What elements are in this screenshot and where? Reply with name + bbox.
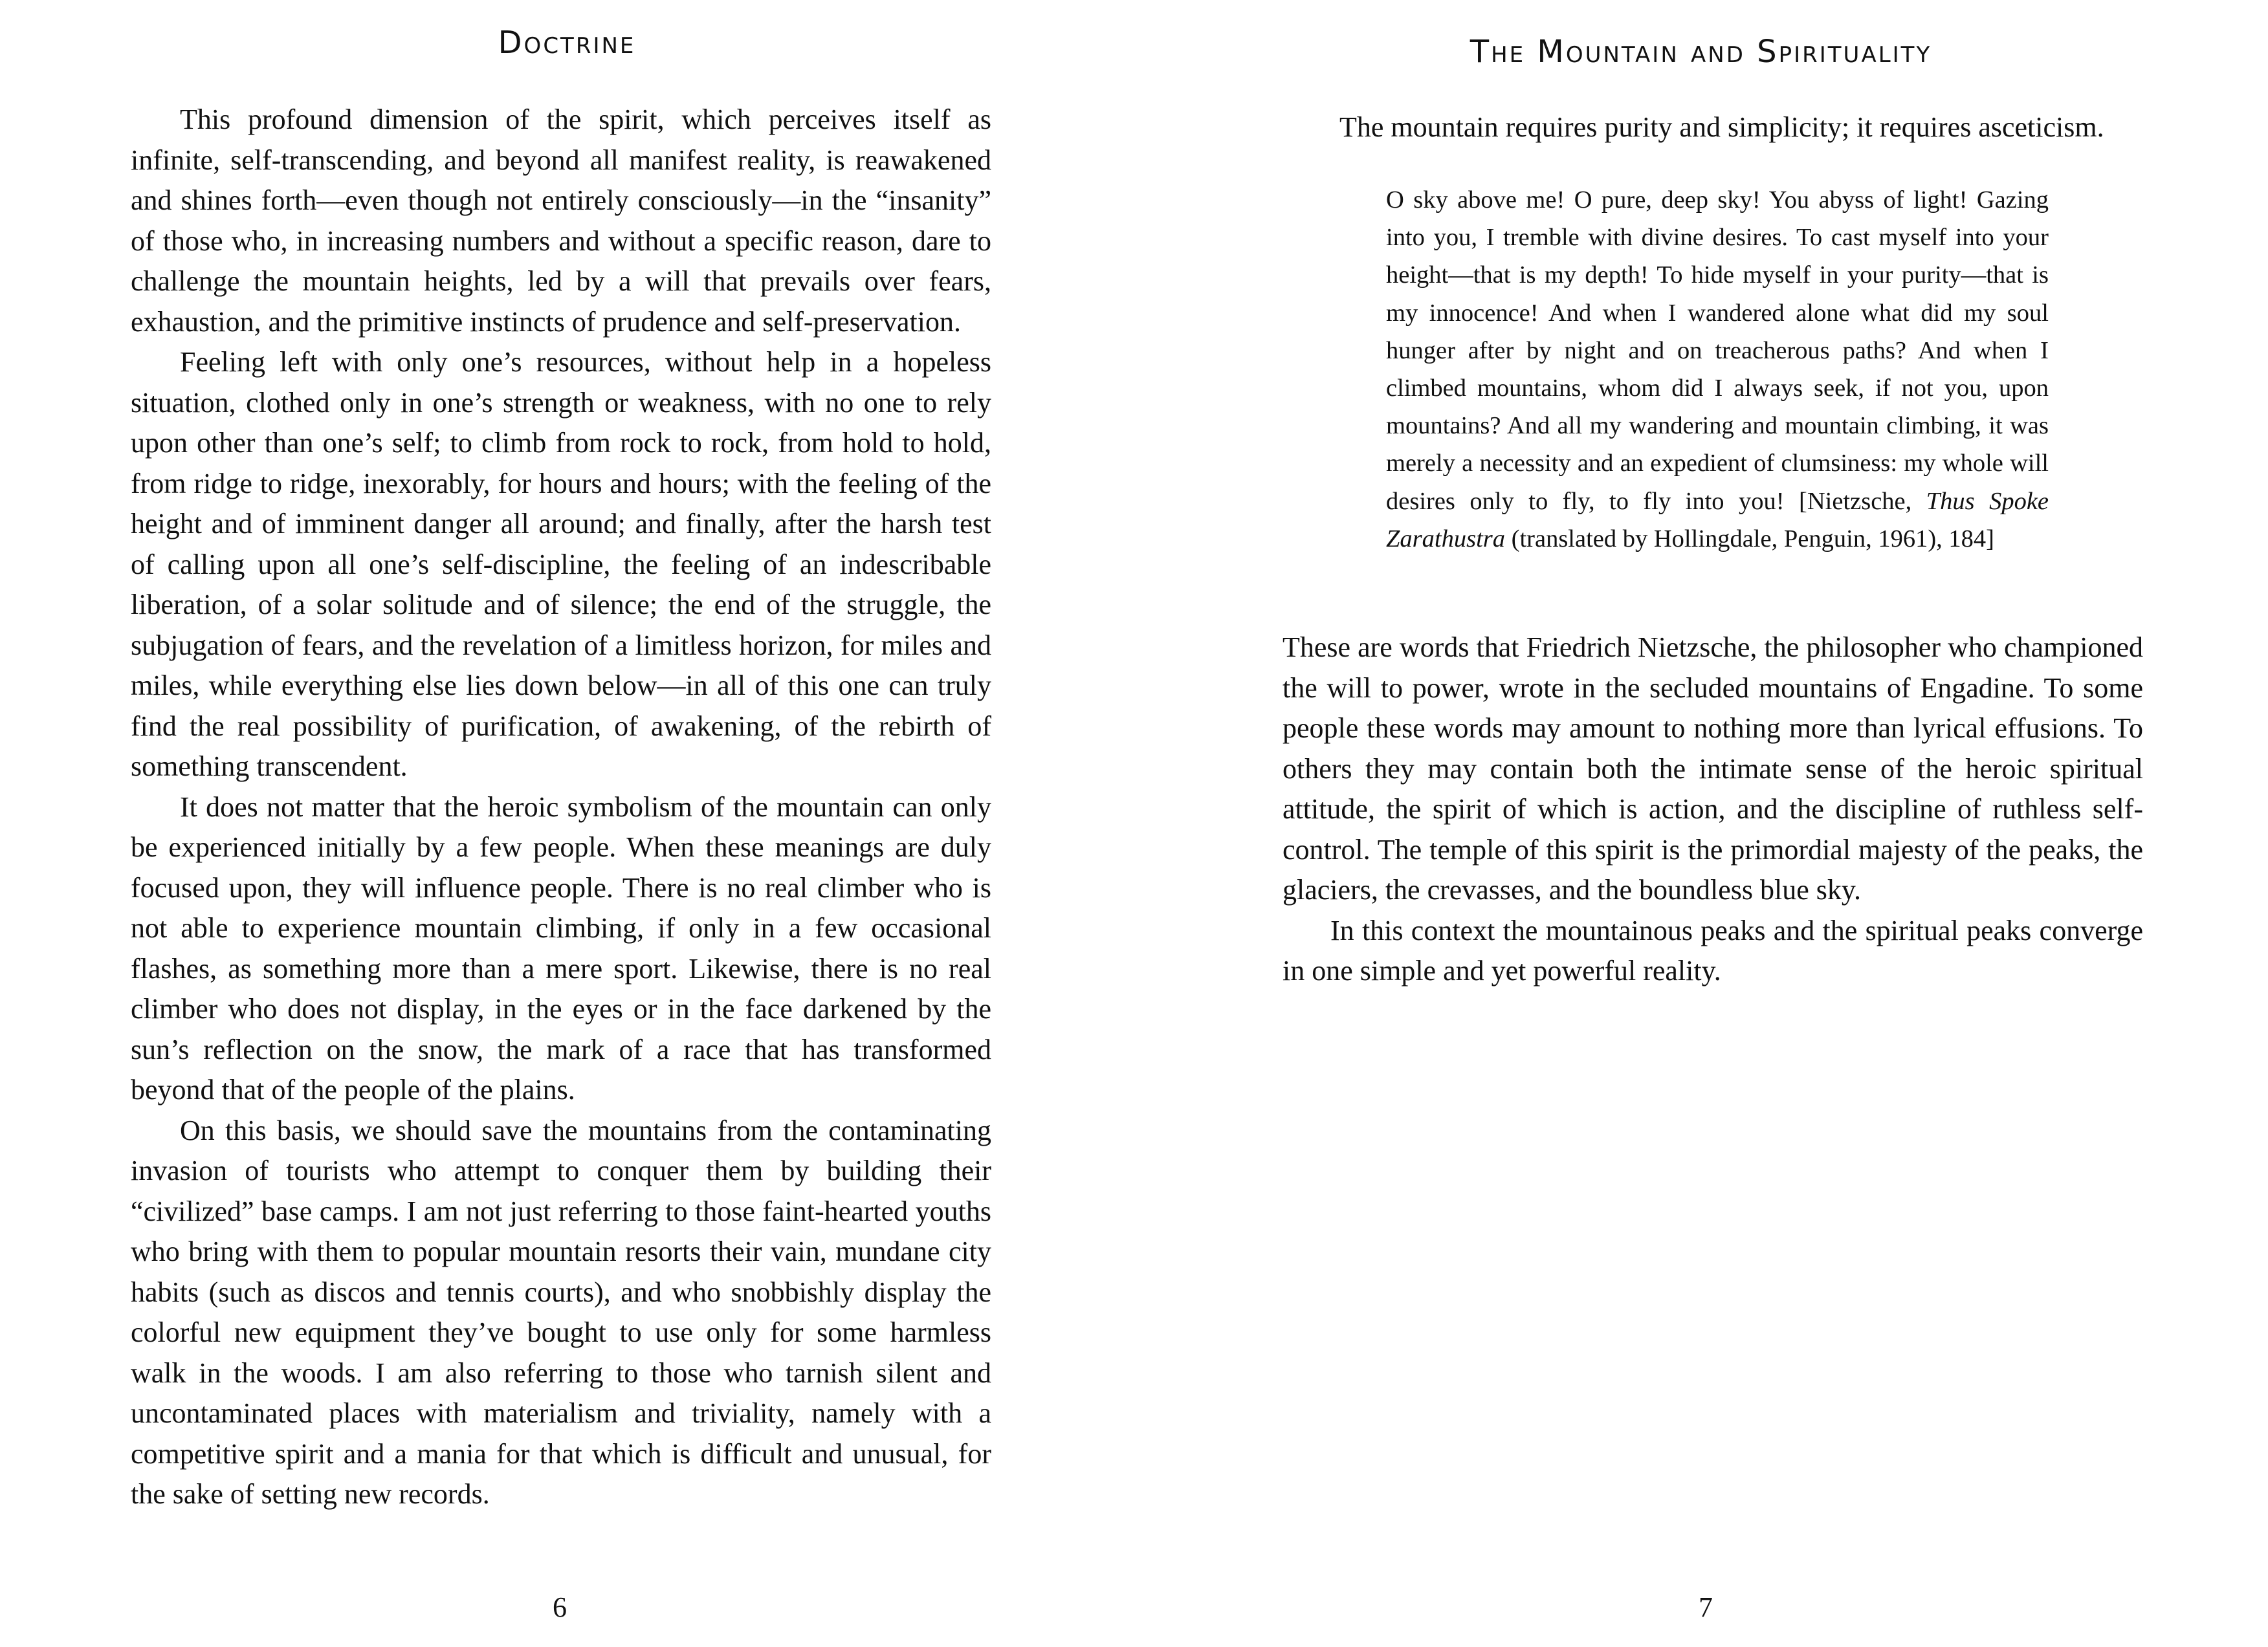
- right-body-text: [1283, 627, 2143, 992]
- right-paragraph-1: These are words that Friedrich Nietzsche, the philosopher who championed the will to power, wrote in the secluded mountains of Engadine. To some people these words may amount to nothing more than lyrical effusions. To others they may contain both the intimate sense of the heroic spiritual attitude, the spirit of which is action, and the discipline of ruthless self-control. The temple of this spirit is the primordial majesty of the peaks, the glaciers, the crevasses, and the boundless blue sky.: [1283, 631, 2143, 906]
- right-page-number: 7: [1699, 1591, 1713, 1623]
- quote-citation: (translated by Hollingdale, Penguin, 1961), 184]: [1505, 525, 1994, 552]
- left-paragraph-1: This profound dimension of the spirit, which perceives itself as infinite, self-transcending, and beyond all manifest reality, is reawakened and shines forth—even though not entirely consciously—in the “insanity” of those who, in increasing numbers and without a specific reason, dare to challenge the mountain heights, led by a will that prevails over fears, exhaustion, and the primitive instincts of prudence and self-preservation.: [131, 104, 991, 338]
- right-lead-sentence: The mountain requires purity and simplicity; it requires asceticism.: [1339, 111, 2104, 143]
- left-paragraph-2: Feeling left with only one’s resources, without help in a hopeless situation, clothed only in one’s strength or weakness, with no one to rely upon other than one’s self; to climb from rock to rock, from hold to hold, from ridge to ridge, inexorably, for hours and hours; with the feeling of the height and of imminent danger all around; and finally, after the harsh test of calling upon all one’s self-discipline, the feeling of an indescribable liberation, of a solar solitude and of silence; the end of the struggle, the subjugation of fears, and the revelation of a limitless horizon, for miles and miles, while everything else lies down below—in all of this one can truly find the real possibility of purification, of awakening, of the rebirth of something transcendent.: [131, 346, 991, 782]
- left-running-head: Doctrine: [498, 25, 636, 61]
- right-running-head: The Mountain and Spirituality: [1470, 34, 1932, 70]
- quote-text: O sky above me! O pure, deep sky! You abyss of light! Gazing into you, I tremble with divine desires. To cast myself into your height—that is my depth! To hide myself in your purity—that is my innocence! And when I wandered alone what did my soul hunger after by night and on treacherous paths? And when I climbed mountains, whom did I always seek, if not you, upon mountains? And all my wandering and mountain climbing, it was merely a necessity and an expedient of clumsiness: my whole will desires only to fly, to fly into you! [Nietzsche,: [1386, 186, 2049, 515]
- left-paragraph-4: On this basis, we should save the mountains from the contaminating invasion of tourists who attempt to conquer them by building their “civilized” base camps. I am not just referring to those faint-hearted youths who bring with them to popular mountain resorts their vain, mundane city habits (such as discos and tennis courts), and who snobbishly display the colorful new equipment they’ve bought to use only for some harmless walk in the woods. I am also referring to those who tarnish silent and uncontaminated places with materialism and triviality, namely with a competitive spirit and a mania for that which is difficult and unusual, for the sake of setting new records.: [131, 1114, 991, 1510]
- left-page-number: 6: [553, 1591, 567, 1623]
- left-paragraph-3: It does not matter that the heroic symbolism of the mountain can only be experienced initially by a few people. When these meanings are duly focused upon, they will influence people. There is no real climber who is not able to experience mountain climbing, if only in a few occasional flashes, as something more than a mere sport. Likewise, there is no real climber who does not display, in the eyes or in the face darkened by the sun’s reflection on the snow, the mark of a race that has transformed beyond that of the people of the plains.: [131, 791, 991, 1106]
- right-paragraph-2: In this context the mountainous peaks and the spiritual peaks converge in one simple and yet powerful reality.: [1283, 914, 2143, 987]
- quote-book-title: Thus Spoke Zarathustra: [1386, 487, 2049, 552]
- nietzsche-block-quote: [1386, 181, 2049, 558]
